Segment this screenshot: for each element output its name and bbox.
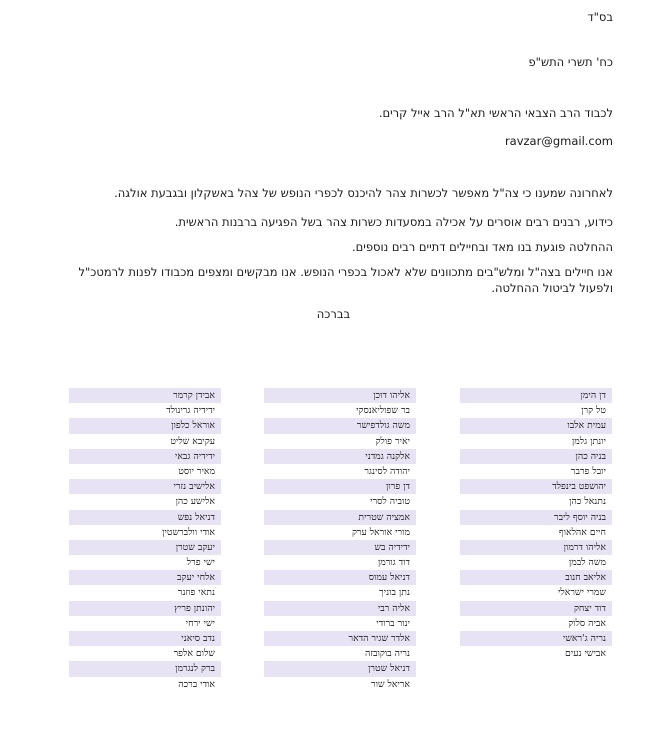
signatory-name: יהושפט בינפלד bbox=[460, 479, 612, 494]
signatory-name: אלקנה גמדני bbox=[264, 449, 416, 464]
signatory-name: נתן בוניך bbox=[264, 585, 416, 600]
signatory-name: אלחי יעקב bbox=[69, 570, 221, 585]
signatory-name: אליהו דוכן bbox=[264, 388, 416, 403]
signatory-name: עקיבא שליט bbox=[69, 434, 221, 449]
signatory-name: משה לבמן bbox=[460, 555, 612, 570]
signatory-name: דניאל נפש bbox=[69, 510, 221, 525]
signatory-name: נתנאל כהן bbox=[460, 494, 612, 509]
signatory-name: אלישיב נזרי bbox=[69, 479, 221, 494]
signatory-name: יעקב שטרן bbox=[69, 540, 221, 555]
body-paragraph: לאחרונה שמענו כי צה"ל מאפשר לכשרות צהר להיכנס לכפרי הנופש של צהל באשקלון ובגבעת אולגה. bbox=[114, 186, 613, 200]
letter-date: כח' תשרי התש"פ bbox=[528, 55, 613, 69]
signatory-name: טוביה לסרי bbox=[264, 494, 416, 509]
signatory-name: מורי אוראל ערק bbox=[264, 525, 416, 540]
signatories-column-left bbox=[69, 388, 221, 692]
signatory-name: יאיר פולק bbox=[264, 434, 416, 449]
addressee-line: לכבוד הרב הצבאי הראשי תא"ל הרב אייל קרים. bbox=[378, 106, 613, 120]
signatory-name: משה גולדפישר bbox=[264, 418, 416, 433]
body-paragraph: כידוע, רבנים רבים אוסרים על אכילה במסעדות כשרות צהר בשל הפגיעה ברבנות הראשית. bbox=[174, 215, 613, 229]
signatory-name: דוד יצחק bbox=[460, 601, 612, 616]
signatory-name: דוד גורמן bbox=[264, 555, 416, 570]
signatory-name: בניה יוסף ליבר bbox=[460, 510, 612, 525]
signatory-name: יובל פרבר bbox=[460, 464, 612, 479]
signatory-name: אליאב חנוב bbox=[460, 570, 612, 585]
signatory-name: אריאל שור bbox=[264, 677, 416, 692]
recipient-email: ravzar@gmail.com bbox=[504, 134, 613, 148]
signatory-name: אבישי נעים bbox=[460, 646, 612, 661]
signatory-name: יהונתן פריץ bbox=[69, 601, 221, 616]
signatory-name: מאיר יוסט bbox=[69, 464, 221, 479]
signatory-name: דניאל עמוס bbox=[264, 570, 416, 585]
signatory-name: נריה בוקובזה bbox=[264, 646, 416, 661]
body-paragraph: ההחלטה פוגעת בנו מאד ובחיילים דתיים רבים נוספים. bbox=[352, 240, 613, 254]
signatory-name: טל קרן bbox=[460, 403, 612, 418]
signatory-name: שמרי ישראלי bbox=[460, 585, 612, 600]
signatory-name: דן פרון bbox=[264, 479, 416, 494]
signatory-name: אלישע כהן bbox=[69, 494, 221, 509]
signatory-name: ידידיה גבאי bbox=[69, 449, 221, 464]
signatory-name: ידידיה גרינולד bbox=[69, 403, 221, 418]
closing-line: בברכה bbox=[316, 307, 351, 321]
signatory-name: דן הימן bbox=[460, 388, 612, 403]
signatory-name: אליה רבי bbox=[264, 601, 416, 616]
signatory-name: ידידיה בש bbox=[264, 540, 416, 555]
signatory-name: בר שפוליאנסקי bbox=[264, 403, 416, 418]
signatories-column-right bbox=[460, 388, 612, 661]
signatory-name: חיים אהלאוף bbox=[460, 525, 612, 540]
signatory-name: ברק לנגרמן bbox=[69, 661, 221, 676]
signatory-name: ישי ירחי bbox=[69, 616, 221, 631]
signatory-name: ינור ברודי bbox=[264, 616, 416, 631]
signatory-name: אלדר שגיר הדאר bbox=[264, 631, 416, 646]
bsd-header: בס"ד bbox=[587, 10, 613, 24]
body-paragraph: אנו חיילים בצה"ל ומלש"בים מתכוונים שלא לאכול בכפרי הנופש. אנו מבקשים ומצפים מכבודו לפנות לרמטכ"ל ולפעול לביטול ההחלטה. bbox=[78, 265, 613, 295]
signatories-column-middle bbox=[264, 388, 416, 692]
signatory-name: אביה סלוק bbox=[460, 616, 612, 631]
signatory-name: אוראל כלפון bbox=[69, 418, 221, 433]
signatory-name: ישי פרל bbox=[69, 555, 221, 570]
signatory-name: אליהו דרמון bbox=[460, 540, 612, 555]
signatory-name: בניה כהן bbox=[460, 449, 612, 464]
signatory-name: יונתן גלמן bbox=[460, 434, 612, 449]
signatory-name: נריה ג'ראשי bbox=[460, 631, 612, 646]
signatory-name: נדב סיאני bbox=[69, 631, 221, 646]
signatory-name: אודי ברכה bbox=[69, 677, 221, 692]
signatory-name: נתאי פוזנר bbox=[69, 585, 221, 600]
signatory-name: אודי וולברשטין bbox=[69, 525, 221, 540]
signatory-name: אמציה שטרית bbox=[264, 510, 416, 525]
signatory-name: דניאל שטרן bbox=[264, 661, 416, 676]
signatory-name: עמית אלבו bbox=[460, 418, 612, 433]
signatory-name: אבידן קרמר bbox=[69, 388, 221, 403]
signatory-name: שלום אלפר bbox=[69, 646, 221, 661]
signatory-name: יהודה לסינגר bbox=[264, 464, 416, 479]
